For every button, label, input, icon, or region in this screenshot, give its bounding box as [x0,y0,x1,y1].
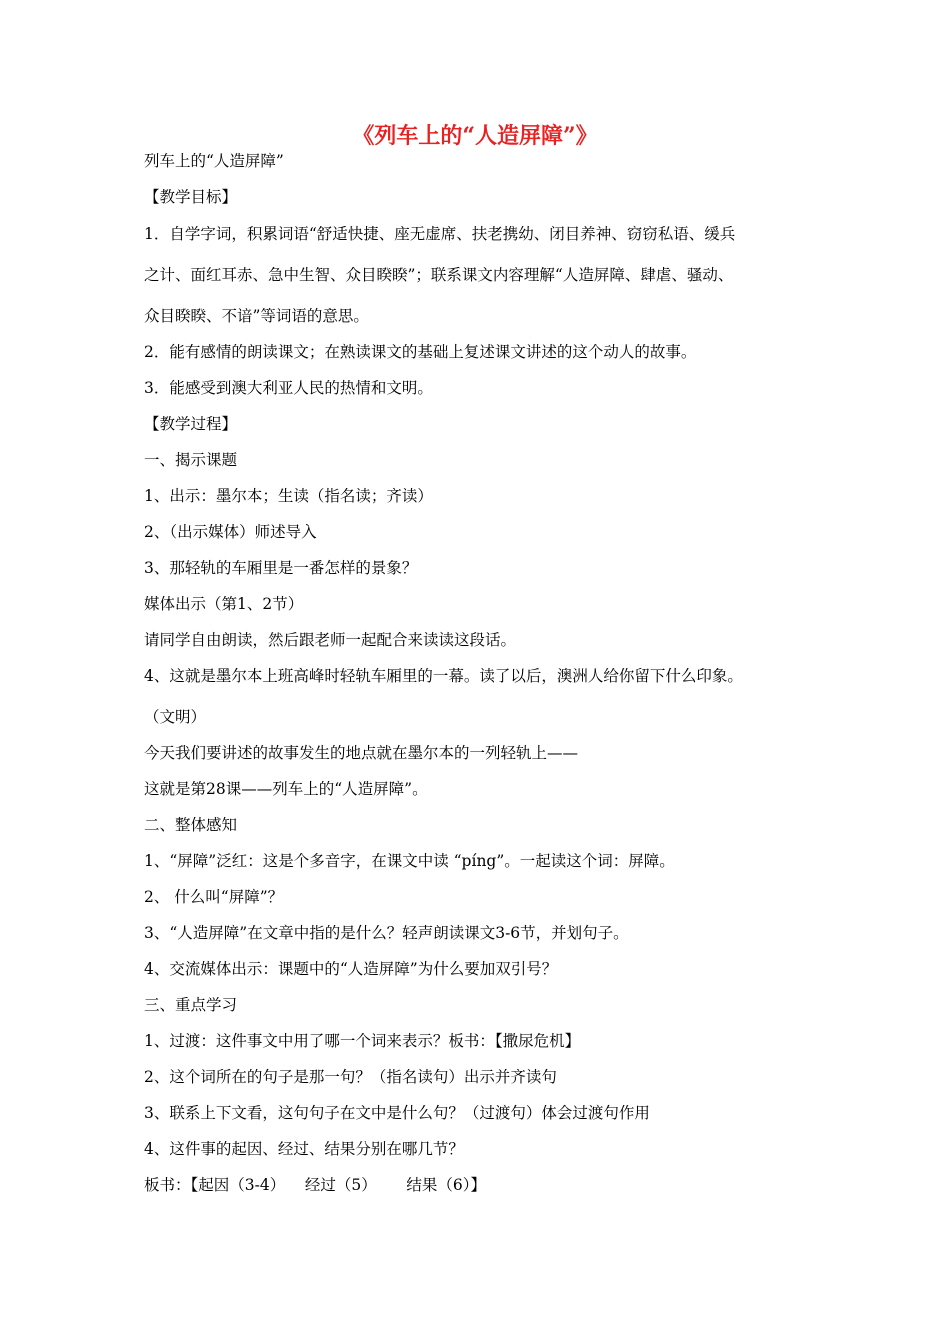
goal-1-line-2: 之计、面红耳赤、急中生智、众目睽睽”；联系课文内容理解“人造屏障、肆虐、骚动、 [144,266,734,284]
goal-2: 2．能有感情的朗读课文；在熟读课文的基础上复述课文讲述的这个动人的故事。 [144,343,697,361]
part-3-heading: 三、重点学习 [144,996,238,1014]
goal-3: 3．能感受到澳大利亚人民的热情和文明。 [144,379,433,397]
part-3-item-1: 1、过渡：这件事文中用了哪一个词来表示？板书：【撒尿危机】 [144,1032,581,1050]
section-heading-teaching-goals: 【教学目标】 [144,188,238,206]
section-heading-teaching-process: 【教学过程】 [144,415,238,433]
board-notes: 板书：【起因（3-4） 经过（5） 结果（6）】 [144,1176,486,1194]
answer-civilized: （文明） [144,708,207,726]
part-2-item-4: 4、交流媒体出示：课题中的“人造屏障”为什么要加双引号？ [144,960,558,978]
part-2-item-3: 3、“人造屏障”在文章中指的是什么？轻声朗读课文3-6节，并划句子。 [144,924,629,942]
part-3-item-3: 3、联系上下文看，这句句子在文中是什么句？（过渡句）体会过渡句作用 [144,1104,650,1122]
part-2-item-2: 2、 什么叫“屏障”？ [144,888,284,906]
goal-1-line-1: 1．自学字词，积累词语“舒适快捷、座无虚席、扶老携幼、闭目养神、窃窃私语、缓兵 [144,225,736,243]
part-1-item-3: 3、那轻轨的车厢里是一番怎样的景象？ [144,559,418,577]
part-1-heading: 一、揭示课题 [144,451,238,469]
part-2-heading: 二、整体感知 [144,816,238,834]
part-1-item-1: 1、出示：墨尔本；生读（指名读；齐读） [144,487,433,505]
subtitle-line: 列车上的“人造屏障” [144,152,284,170]
part-1-item-2: 2、（出示媒体）师述导入 [144,523,317,541]
story-intro: 今天我们要讲述的故事发生的地点就在墨尔本的一列轻轨上—— [144,744,579,762]
part-2-item-1: 1、“屏障”泛红：这是个多音字，在课文中读 “píng”。一起读这个词：屏障。 [144,852,675,870]
reading-instruction: 请同学自由朗读，然后跟老师一起配合来读读这段话。 [144,631,517,649]
part-1-item-4: 4、这就是墨尔本上班高峰时轻轨车厢里的一幕。读了以后，澳洲人给你留下什么印象。 [144,667,743,685]
part-3-item-4: 4、这件事的起因、经过、结果分别在哪几节？ [144,1140,464,1158]
goal-1-line-3: 众目睽睽、不谙”等词语的意思。 [144,307,369,325]
lesson-intro: 这就是第28课——列车上的“人造屏障”。 [144,780,428,798]
part-3-item-2: 2、这个词所在的句子是那一句？（指名读句）出示并齐读句 [144,1068,557,1086]
document-title: 《列车上的“人造屏障”》 [352,123,598,149]
media-note: 媒体出示（第1、2节） [144,595,304,613]
